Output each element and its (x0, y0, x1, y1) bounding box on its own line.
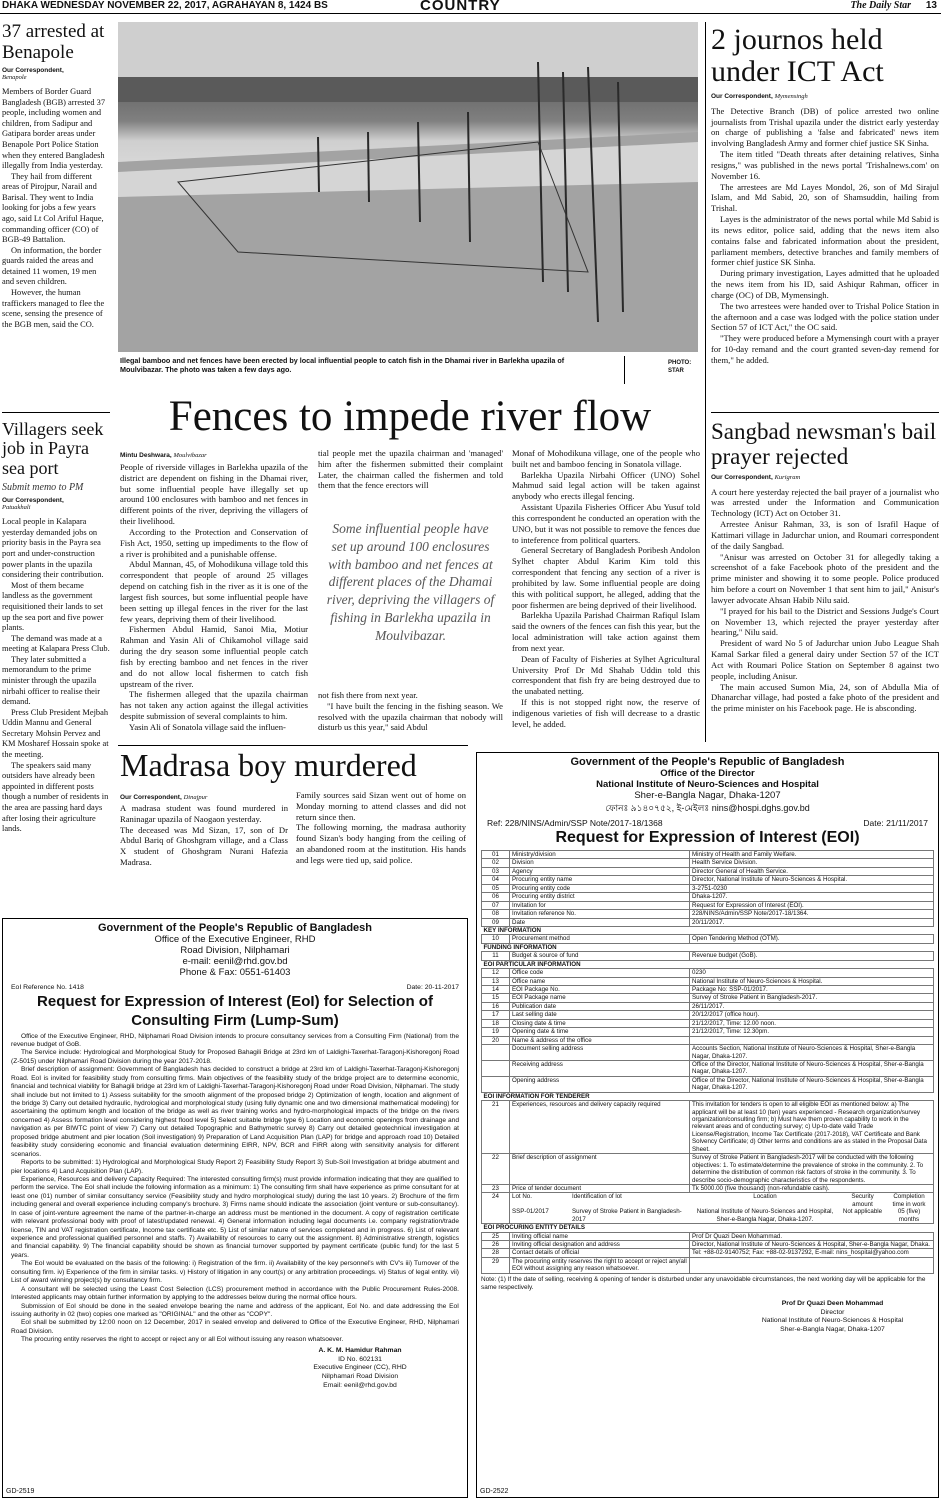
column-divider (705, 22, 706, 742)
table-row: 13 Office name National Institute of Neuro-Sciences & Hospital. (482, 977, 934, 985)
ad2-gov-line: Government of the People's Republic of Bangladesh (570, 756, 845, 768)
fences-byline: Mintu Deshwara, Moulvibazar (120, 452, 207, 459)
photo-caption: Illegal bamboo and net fences have been erected by local influential people to catch fish in the Dhamai river in Barlekha upazila of Moulvibazar. The photo was taken a few days ago. (120, 356, 565, 375)
table-row: 23 Price of tender document Tk 5000.00 (five thousand) (non-refundable cash). (482, 1184, 934, 1192)
section-funding: FUNDING INFORMATION (482, 943, 934, 951)
ad2-ref-row (481, 818, 934, 828)
divider (2, 412, 110, 413)
table-row: 20 Name & address of the office (482, 1036, 934, 1044)
table-row: 15 EOI Package name Survey of Stroke Patient in Bangladesh-2017. (482, 994, 934, 1002)
fences-col3: Monaf of Mohodikuna village, one of the people who built net and bamboo fencing in Sonatola village. Barlekha Upazila Nirbahi Officer (UNO) Sohel Mahmud said legal action will be taken against anybody who erects illegal fencing. Assistant Upazila Fisheries Officer Abu Yusuf told this correspondent he conducted an operation with the UNO, but it was not possible to remove the fences due to inteference from political quarters. General Secretary of Bangladesh Poribesh Andolon Sylhet chapter Abdul Karim Kim told this correspondent that fencing any section of a river is prohibited by law. Some influential people are doing this with political support, he alleged, adding that the poor fishermen are being deprived of their livelihood. Barlekha Upazila Parishad Chairman Rafiqul Islam said the owners of the fences can fish this year, but the local administration will take action against them from next year. Dean of Faculty of Fisheries at Sylhet Agricultural University Prof Dr Md Shahab Uddin told this correspondent that fish fry are being destroyed due to the unabated netting. If this is not stopped right now, the reserve of indigenous varieties of fish will decrease to a drastic level, he added. (512, 448, 700, 729)
sangbad-headline: Sangbad newsman's bail prayer rejected (711, 419, 937, 469)
ad2-note: Note: (1) If the date of selling, receiving & opening of tender is disturbed under any unavoidable circumstances, the next working day will be applicable for the same respectively. (481, 1275, 926, 1291)
ad2-institute: National Institute of Neuro-Sciences and Hospital (596, 779, 819, 790)
ad2-code: GD-2522 (480, 1488, 509, 1495)
masthead (0, 0, 941, 14)
sangbad-body: A court here yesterday rejected the bail prayer of a journalist who was arrested under the Information and Communication Technology (ICT) Act on October 31. Arrestee Anisur Rahman, 33, is son of Israfil Haque of Kattimari village in Jadurchar union, and Roumari correspondent of the daily Sangbad. "Anisur was arrested on October 31 for allegedly taking a screenshot of a fake Facebook photo of the president and the prime minister and showing it to some people. Police produced him before a court on November 1 that sent him to jail," Anisur's lawyer advocate Ahsan Habib Nilu said. "I prayed for his bail to the District and Sessions Judge's Court on November 13, which rejected the prayer yesterday after hearing," Nilu said. President of ward No 5 of Jadurchar union Jubo League Shah Kamal Sarkar filed a general dairy under Section 57 of the ICT Act with Roumari Police Station on September 8 against two people, including Anisur. The main accused Sumon Mia, 24, son of Abdulla Mia of Dhanarchar village, had posted a fake photo of the president and the prime minister on his Facebook page. He is absconding. (711, 486, 939, 714)
ad2-signature: Prof Dr Quazi Deen Mohammad Director National Institute of Neuro-Sciences & Hospital Sher-e-Bangla Nagar, Dhaka-1207 (761, 1299, 904, 1334)
photo-credit: PHOTO: STAR (668, 360, 692, 374)
madrasa-byline: Our Correspondent, Dinajpur (120, 794, 208, 801)
madrasa-col1: A madrasa student was found murdered in Raninagar upazila of Naogaon yesterday. The deceased was Md Sizan, 17, son of Dr Abdul Bariq of Ghoshgram village, and a Class X student of Ghoshgram Nurani Hafezia Madrasa. (120, 803, 288, 868)
table-row: 21 Experiences, resources and delivery capacity required This invitation for tenders is open to all eligible EOI as mentioned below: a) The applicant will be at least 10 (ten) years experienced - Research organization/survey organization/consulting firm; b) Must have them proven capability to work in the relevant areas and of conducting survey; c) Up-to-date valid Trade License/Registration, Income Tax Certificate (2017-2018), VAT Certificate and Bank Solvency Certificate; d) Other terms and conditions are as stated in the Proposal Data Sheet. (482, 1101, 934, 1154)
table-row: 16 Publication date 26/11/2017. (482, 1002, 934, 1010)
benapole-article (2, 22, 110, 330)
benapole-byline: Our Correspondent, Benapole (2, 67, 64, 82)
table-row: 26 Inviting official designation and address Director, National Institute of Neuro-Sciences & Hospital, Sher-e-Bangla Nagar, Dhaka. (482, 1241, 934, 1249)
section-entity-details: EOI PROCURING ENTITY DETAILS (482, 1224, 934, 1232)
ad1-ref: EoI Reference No. 1418 (11, 984, 84, 991)
table-row: 17 Last selling date 20/12/2017 (office hour). (482, 1011, 934, 1019)
sangbad-article (711, 420, 939, 714)
benapole-headline: 37 arrested at Benapole (2, 21, 105, 63)
ad2-address: Sher-e-Bangla Nagar, Dhaka-1207 (634, 790, 781, 801)
ad1-signature: A. K. M. Hamidur Rahman ID No. 602131 Executive Engineer (CC), RHD Nilphamari Road Division Email: eenil@rhd.gov.bd (313, 1346, 407, 1389)
table-row: 09 Date 20/11/2017. (482, 918, 934, 926)
table-row: Receiving address Office of the Director, National Institute of Neuro-Sciences & Hospital, Sher-e-Bangla Nagar, Dhaka-1207. (482, 1060, 934, 1076)
fences-col2-top: tial people met the upazila chairman and 'managed' him after the fishermen submitted their complaint Later, the chairman called the fishermen and told them that the fence erectors will (318, 448, 503, 491)
journos-headline: 2 journos held under ICT Act (711, 23, 884, 89)
madrasa-col2: Family sources said Sizan went out of home on Monday morning to attend classes and did not return since then. The following morning, the madrasa authority found Sizan's body hanging from the ceiling of an abandoned room at the institution. His hands and legs were tied up, said police. (296, 790, 466, 865)
section-tenderer: EOI INFORMATION FOR TENDERER (482, 1092, 934, 1100)
ad2-date: Date: 21/11/2017 (863, 818, 928, 828)
benapole-body: Members of Border Guard Bangladesh (BGB) arrested 37 people, including women and children, from Sadipur and Gatipara border areas under Benapole Port Police Station when they entered Bangladesh illegally from India yesterday. They hail from different areas of Pirojpur, Narail and Barisal. They went to India looking for jobs a few years ago, said Lt Col Ariful Haque, commanding officer (CO) of BGB-49 Battalion. On information, the border guards raided the areas and detained 11 women, 19 men and seven children. However, the human traffickers managed to flee the scene, sensing the presence of the BGB men, said the CO. (2, 87, 106, 329)
ad1-code: GD-2519 (6, 1488, 35, 1495)
ad1-title: Request for Expression of Interest (EoI) for Selection of Consulting Firm (Lump-Sum) (37, 993, 433, 1029)
ad2-office: Office of the Director (660, 768, 755, 779)
journos-article (711, 24, 939, 366)
table-row: 22 Brief description of assignment Survey of Stroke Patient in Bangladesh-2017 will be conducted with the following objectives: 1. To estimate/determine the prevalence of stroke in the community. 2. To determine the distribution of common risk factors of stroke in the community. 3. To describe socio-demographic characteristics of the respondents. (482, 1154, 934, 1185)
ad1-email: e-mail: eenil@rhd.gov.bd (182, 956, 288, 967)
table-row: 29 The procuring entity reserves the right to accept or reject any/all EOI without assigning any reason whatsoever. (482, 1257, 934, 1273)
rhd-eoi-advertisement (2, 918, 468, 1498)
payra-byline: Our Correspondent, Patuakhali (2, 497, 64, 512)
table-row: 28 Contact details of official Tel: +88-02-9140752; Fax: +88-02-9137292, E-mail: nins_hospital@yahoo.com (482, 1249, 934, 1257)
table-row: 19 Opening date & time 21/12/2017, Time: 12.30pm. (482, 1028, 934, 1036)
madrasa-headline: Madrasa boy murdered (120, 747, 417, 783)
river-fence-photo (118, 22, 698, 352)
section-key-info: KEY INFORMATION (482, 926, 934, 934)
table-row: 03 Agency Director General of Health Service. (482, 867, 934, 875)
dateline: DHAKA WEDNESDAY NOVEMBER 22, 2017, AGRAHAYAN 8, 1424 BS (2, 0, 328, 11)
ad1-date: Date: 20-11-2017 (406, 984, 459, 991)
fences-headline: Fences to impede river flow (168, 393, 652, 440)
ad1-ref-row (11, 984, 459, 991)
ad1-body: Office of the Executive Engineer, RHD, Nilphamari Road Division intends to procure consultancy services from a Consulting Firm (National) from the revenue budget of GoB. The Service include: Hydrological and Morphological Study for Proposed Bahagili Bridge at 23rd km of Laldighi-Taxerhat-Taragonj-Kishoregonj Road (Z-5015) under Nilphamari Road Division during the year 2017-2018. Brief description of assignment: Government of Bangladesh has decided to construct a bridge at 23rd km of Laldighi-Taxerhat-Taragonj-Kishoregonj Road. EoI is invited for feasibility study from consulting firms. Main objectives of the feasibility study of the bridge project are to determine economic, financial and technical viability for Bahagili bridge at 23rd km of Laldighi-Taxerhat-Taragonj-Kishoregonj Road under Road Division, Nilphamari. The study shall include but not limited to 1) Assess suitability for the smooth alignment of the proposed bridge 2) Optimization of length, location and alignment of the bridge 3) Carry out detailed hydraulic, hydrological and morphological study (using fully dynamic one and two dimensional mathematical modeling) for ascertaining the optimum length and location of the bridge as well as river training works and hydro-morphological impacts of the bridge on the rivers concerned 4) Assess formation level considering highest flood level 5) Select suitable bridge type 6) Location and economic openings from drainage and navigation as per BIWTC point of view 7) Carry out detailed Topographic and Bathymetric survey 8) Carry out detailed geotechnical investigation at proposed bridge abutment and pier location (Soil investigation) 9) Preparation of Land Acquisition Plan (LAP) for bridge and approach road 10) Detailed feasibility study considering economic and financial evaluation determining EIRR, NPV, BCR and FIRR along with sensitivity analysis for different scenarios. Reports to be submitted: 1) Hydrological and Morphological Study Report 2) Feasibility Study Report 3) Sub-Soil Investigation at bridge abutment and pier locations 4) Land Acquisition Plan (LAP). Experience, Resources and delivery Capacity Required: The interested consulting firm(s) must provide information indicating that they are qualified to perform the service. The EoI shall include the following information as a minimum: 1) The consulting firm shall have experience as prime consultant for at least one (01) number of similar consultancy service (Feasibility study and hydro morphological study) during the last 10 years. 2) Brochure of the firm including general and overall experience including company's brochure. 3) Firms name should indicate the association (joint venture or sub-consultancy). In case of joint-venture agreement the name of the partner-in-charge an address must be mentioned in the document. A copy of registration certificate with relevant professional body with proof of latest/updated renewal. 4) General information including legal documents i.e. company registration/trade license, TIN and VAT registration certificate, Income tax certificate etc. 5) List of similar nature of services completed and in progress. 6) List of relevant experience and professional qualified personnel and staffs. 7) Availability of resources to carry out the assignment. 8) Administrative strength, logistics and financial capability. 9) The financial capability should be shown as financial turnover supported by payment certificate (public fund) for the last 5 years. The EoI would be evaluated on the basis of the following: i) Registration of the firm. ii) Availability of the key personnel's with CV's iii) Turnover of the consulting firm. iv) Experience of the firm in similar tasks. v) History of litigation in any court(s) or any arbitration proceedings. vi) Status of legal entity. vii) List of award winning project(s) by consultancy firm. A consultant will be selected using the Least Cost Selection (LCS) procurement method in accordance with the Public Procurement Rules-2008. Interested applicants may obtain further information by applying to the addresses below during the normal office hours. Submission of EoI should be done in the sealed envelope bearing the name and address of the applicant, EoI No. and date addressing the EoI issuing authority in 02 (two) copies one marked as "ORIGINAL" and the other as "COPY". EoI shall be submitted by 12:00 noon on 12 December, 2017 in sealed envelop and delivered to Office of the Executive Engineer, RHD, Nilphamari Road Division. The procuring entity reserves the right to accept or reject any or all EoI without issuing any reason whatsoever. (11, 1032, 459, 1344)
caption-divider (624, 356, 625, 384)
divider (711, 412, 939, 413)
table-row: 06 Procuring entity district Dhaka-1207. (482, 893, 934, 901)
paper-logo: The Daily Star (850, 0, 911, 11)
eoi-table (481, 850, 934, 1274)
table-row: 08 Invitation reference No. 228/NINS/Admin/SSP Note/2017-18/1364. (482, 910, 934, 918)
ad2-ref: Ref: 228/NINS/Admin/SSP Note/2017-18/1368 (487, 818, 663, 828)
table-row: 10 Procurement method Open Tendering Method (OTM). (482, 935, 934, 943)
payra-headline: Villagers seek job in Payra sea port (2, 419, 104, 478)
fences-col1: People of riverside villages in Barlekha upazila of the district are dependent on fishing in the Dhamai river, but some influential people have illegally set up around 100 enclosures with bamboo and net fences in different points of the river, depriving the villagers of their livelihood. According to the Protection and Conservation of Fish Act, 1950, setting up impediments to the flow of a river is prohibited and a punishable offense. Abdul Mannan, 45, of Mohodikuna village told this correspondent that people of around 25 villages depend on catching fish in the river as it is one of the largest fish sources, but some influential people have been setting up illegal fences in the river for the last few years, depriving them of their livelihood. Fishermen Abdul Hamid, Sanoi Mia, Motiur Rahman and Yasin Ali of Chikamohol village said during the dry season some influential people catch fish by erecting bamboo and net fences in the river and do not allow local fishermen to catch fish upstream of the river. The fishermen alleged that the upazila chairman has not taken any action against the illegal activities despite submission of several complaints to him. Yasin Ali of Sonatola village said the influen- (120, 462, 308, 732)
page-number: 13 (925, 0, 937, 11)
payra-body: Local people in Kalapara yesterday demanded jobs on priority basis in the Payra sea port and under-construction power plants in the upazila considering their contribution. Most of them became landless as the government requisitioned their lands to set up the sea port and five power plants. The demand was made at a meeting at Kalapara Press Club. They later submitted a memorandum to the prime minister through the upazila nirbahi officer to realise their demand. Press Club President Mejbah Uddin Mannu and General Secretary Mohsin Pervez and KM Mosharef Hossain spoke at the meeting. The speakers said many outsiders have already been appointed in different posts though a number of residents in the area are passing hard days after losing their agriculture lands. (2, 517, 110, 834)
ad1-division: Road Division, Nilphamari (180, 945, 290, 956)
pull-quote: Some influential people have set up around 100 enclosures with bamboo and net fences at different places of the Dhamai river, depriving the villagers of fishing in Barlekha upazila in Moulvibazar. (326, 521, 495, 643)
section-eoi-particular: EOI PARTICULAR INFORMATION (482, 960, 934, 968)
table-row: 01 Ministry/division Ministry of Health and Family Welfare. (482, 851, 934, 859)
ad2-title: Request for Expression of Interest (EOI) (555, 829, 860, 846)
table-row: 11 Budget & source of fund Revenue budget (GoB). (482, 952, 934, 960)
table-row: 18 Closing date & time 21/12/2017, Time: 12.00 noon. (482, 1019, 934, 1027)
table-row: 07 Invitation for Request for Expression of Interest (EOI). (482, 901, 934, 909)
photo-illustration (118, 22, 698, 352)
journos-body: The Detective Branch (DB) of police arrested two online journalists from Trishal upazila under the district early yesterday on charge of publishing a 'false and fabricated' news item involving Bangladesh Army and former chief justice SK Sinha. The item titled "Death threats after detaining relatives, Sinha resigns," was published in the news portal 'Trishalnews.com' on November 16. The arrestees are Md Layes Mondol, 26, son of Md Sirajul Islam, and Md Sabid, 20, son of Shamsuddin, hailing from Trishal. Layes is the administrator of the news portal while Md Sabid is its news editor, police said, adding that the news item also contains false and fabricated information about the president, parliament members, detective branches and family members of former chief justice SK Sinha. During primary investigation, Layes admitted that he uploaded the news item from his ID, said Ashiqur Rahman, officer in charge (OC) of DB, Mymensingh. The two arrestees were handed over to Trishal Police Station in the afternoon and a case was lodged with the police station under Section 57 of ICT Act," the OC said. "They were produced before a Mymensingh court with a prayer for 10-day remand and the court granted seven-day remend for them," he added. (711, 105, 939, 365)
payra-subhead: Submit memo to PM (2, 482, 84, 494)
ad1-phone: Phone & Fax: 0551-61403 (179, 967, 291, 978)
nins-eoi-advertisement (476, 752, 939, 1498)
lot-header-row: 24 Lot No. Identification of lot Location Security amount Completion time in work SSP-01/2017 Survey of Stroke Patient in Bangladesh-2017 National Institute of Neuro-Sciences and Hospital, Sher-e-Bangla Nagar, Dhaka-1207. Not applicable 05 (five) months (482, 1193, 934, 1224)
payra-article (2, 420, 110, 835)
journos-byline: Our Correspondent, Mymensingh (711, 92, 808, 100)
table-row: Document selling address Accounts Section, National Institute of Neuro-Sciences & Hospital, Sher-e-Bangla Nagar, Dhaka-1207. (482, 1045, 934, 1061)
sangbad-byline: Our Correspondent, Kurigram (711, 473, 801, 481)
ad2-contact: ফোনঃ ৯১৪০৭৫২, ই-মেইলঃ nins@hospi.dghs.gov.bd (605, 803, 810, 813)
table-row: 02 Division Health Service Division. (482, 859, 934, 867)
divider (118, 745, 468, 746)
table-row: 04 Procuring entity name Director, National Institute of Neuro-Sciences & Hospital. (482, 876, 934, 884)
table-row: 12 Office code 0230 (482, 969, 934, 977)
table-row: 14 EOI Package No. Package No: SSP-01/2017. (482, 986, 934, 994)
fences-col2-bottom: not fish there from next year. "I have built the fencing in the fishing season. We resolved with the upazila chairman that nobody will disturb us this year," said Abdul (318, 690, 503, 733)
ad1-gov-line: Government of the People's Republic of Bangladesh (98, 922, 372, 934)
table-row: Opening address Office of the Director, National Institute of Neuro-Sciences & Hospital, Sher-e-Bangla Nagar, Dhaka-1207. (482, 1076, 934, 1092)
pull-quote-box (318, 500, 503, 688)
section-name: COUNTRY (420, 0, 501, 14)
table-row: 25 Inviting official name Prof Dr Quazi Deen Mohammad. (482, 1232, 934, 1240)
ad1-office: Office of the Executive Engineer, RHD (154, 934, 316, 945)
table-row: 05 Procuring entity code 3-2751-0230 (482, 884, 934, 892)
